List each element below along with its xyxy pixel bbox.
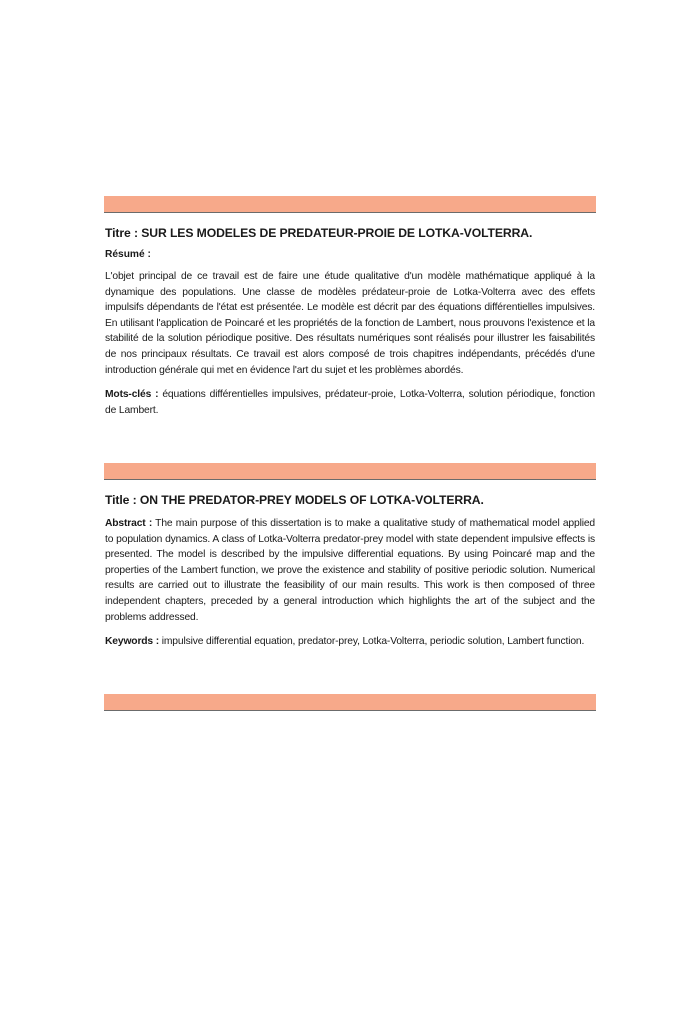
english-keywords (105, 634, 595, 650)
french-title-text: SUR LES MODELES DE PREDATEUR-PROIE DE LOTKA-VOLTERRA. (141, 226, 533, 240)
french-keywords-label: Mots-clés : (105, 389, 159, 401)
english-keywords-text: impulsive differential equation, predator-prey, Lotka-Volterra, periodic solution, Lambert function. (159, 636, 585, 648)
abstract-paragraph (105, 516, 595, 625)
french-title (105, 226, 595, 240)
abstract-page (104, 196, 596, 711)
english-keywords-label: Keywords : (105, 636, 160, 648)
english-title-prefix: Title : (105, 493, 140, 507)
top-color-band (104, 196, 596, 213)
english-title-text: ON THE PREDATOR-PREY MODELS OF LOTKA-VOLTERRA. (139, 493, 484, 507)
resume-label: Résumé : (105, 249, 151, 260)
resume-paragraph: L'objet principal de ce travail est de faire une étude qualitative d'un modèle mathématique appliqué à la dynamique des populations. Une classe de modèles prédateur-proie de Lotka-Volterra avec des effets impulsifs dépendants de l'état est présentée. Le modèle est décrit par des équations différentielles impulsives. En utilisant l'application de Poincaré et les propriétés de la fonction de Lambert, nous prouvons l'existence et la stabilité de la solution périodique positive. Des résultats numériques sont réalisés pour illustrer les faisabilités de nos principaux résultats. Ce travail est alors composé de trois chapitres indépendants, précédés d'une introduction générale qui met en évidence l'art du sujet et les problèmes abordés. (105, 271, 595, 376)
bottom-color-band (104, 694, 596, 711)
french-abstract-section (104, 213, 596, 463)
english-abstract-section (104, 480, 596, 694)
french-title-prefix: Titre : (105, 226, 142, 240)
abstract-label: Abstract : (105, 518, 153, 529)
french-keywords (105, 387, 595, 418)
middle-color-band (104, 463, 596, 480)
english-title (105, 493, 595, 507)
abstract-text: The main purpose of this dissertation is to make a qualitative study of mathematical model applied to population dynamics. A class of Lotka-Volterra predator-prey model with state dependent impulsive effects is presented. The model is described by the impulsive differential equations. By using Poincaré map and the properties of the Lambert function, we prove the existence and stability of positive periodic solution. Numerical results are carried out to illustrate the feasibility of our main results. This work is then composed of three independent chapters, preceded by a general introduction which highlights the art of the subject and the problems addressed. (105, 518, 595, 623)
french-keywords-text: équations différentielles impulsives, prédateur-proie, Lotka-Volterra, solution périodique, fonction de Lambert. (105, 389, 595, 416)
